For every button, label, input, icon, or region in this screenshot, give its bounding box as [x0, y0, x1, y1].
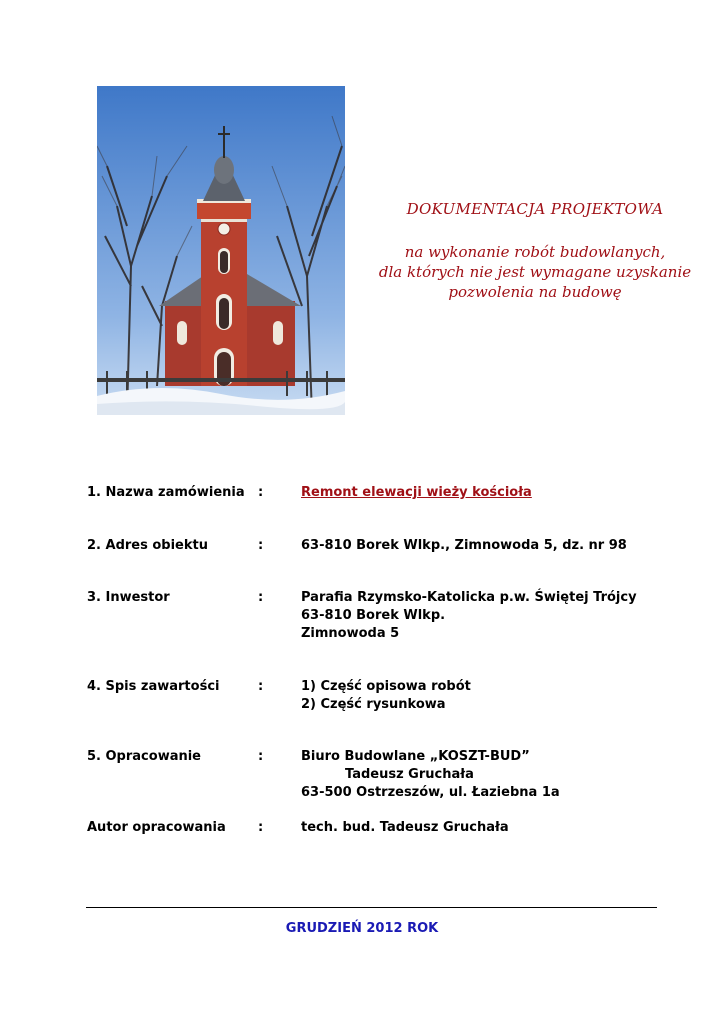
field-colon: : — [258, 820, 264, 835]
field-colon: : — [258, 590, 264, 605]
subtitle-line: pozwolenia na budowę — [448, 283, 622, 301]
value-line: Zimnowoda 5 — [301, 626, 400, 641]
field-colon: : — [258, 679, 264, 694]
field-label: 5. Opracowanie — [87, 749, 201, 764]
field-value: tech. bud. Tadeusz Gruchała — [301, 820, 509, 835]
value-line: 2) Część rysunkowa — [301, 697, 446, 712]
document-title: DOKUMENTACJA PROJEKTOWA — [406, 200, 664, 218]
field-value — [301, 589, 637, 643]
field-colon: : — [258, 485, 264, 500]
field-value — [301, 678, 471, 714]
church-illustration — [97, 86, 345, 415]
field-label: Autor opracowania — [87, 820, 226, 835]
document-title-block — [370, 200, 700, 302]
field-value: 63-810 Borek Wlkp., Zimnowoda 5, dz. nr 98 — [301, 538, 627, 553]
field-value: Remont elewacji wieży kościoła — [301, 485, 532, 500]
field-label: 2. Adres obiektu — [87, 538, 208, 553]
field-label: 1. Nazwa zamówienia — [87, 485, 245, 500]
field-label: 3. Inwestor — [87, 590, 170, 605]
subtitle-line: dla których nie jest wymagane uzyskanie — [378, 263, 692, 281]
document-subtitle — [370, 242, 700, 302]
field-value — [301, 748, 560, 802]
subtitle-line: na wykonanie robót budowlanych, — [404, 243, 666, 261]
value-line: 63-500 Ostrzeszów, ul. Łaziebna 1a — [301, 785, 560, 800]
value-line: 1) Część opisowa robót — [301, 679, 471, 694]
document-date: GRUDZIEŃ 2012 ROK — [285, 921, 439, 936]
church-photo — [97, 86, 345, 415]
value-line: Parafia Rzymsko-Katolicka p.w. Świętej Trójcy — [301, 590, 637, 605]
footer-divider — [86, 907, 657, 908]
value-line: Biuro Budowlane „KOSZT-BUD” — [301, 749, 530, 764]
field-label: 4. Spis zawartości — [87, 679, 220, 694]
field-colon: : — [258, 538, 264, 553]
field-colon: : — [258, 749, 264, 764]
value-line: Tadeusz Gruchała — [345, 767, 474, 782]
value-line: 63-810 Borek Wlkp. — [301, 608, 446, 623]
